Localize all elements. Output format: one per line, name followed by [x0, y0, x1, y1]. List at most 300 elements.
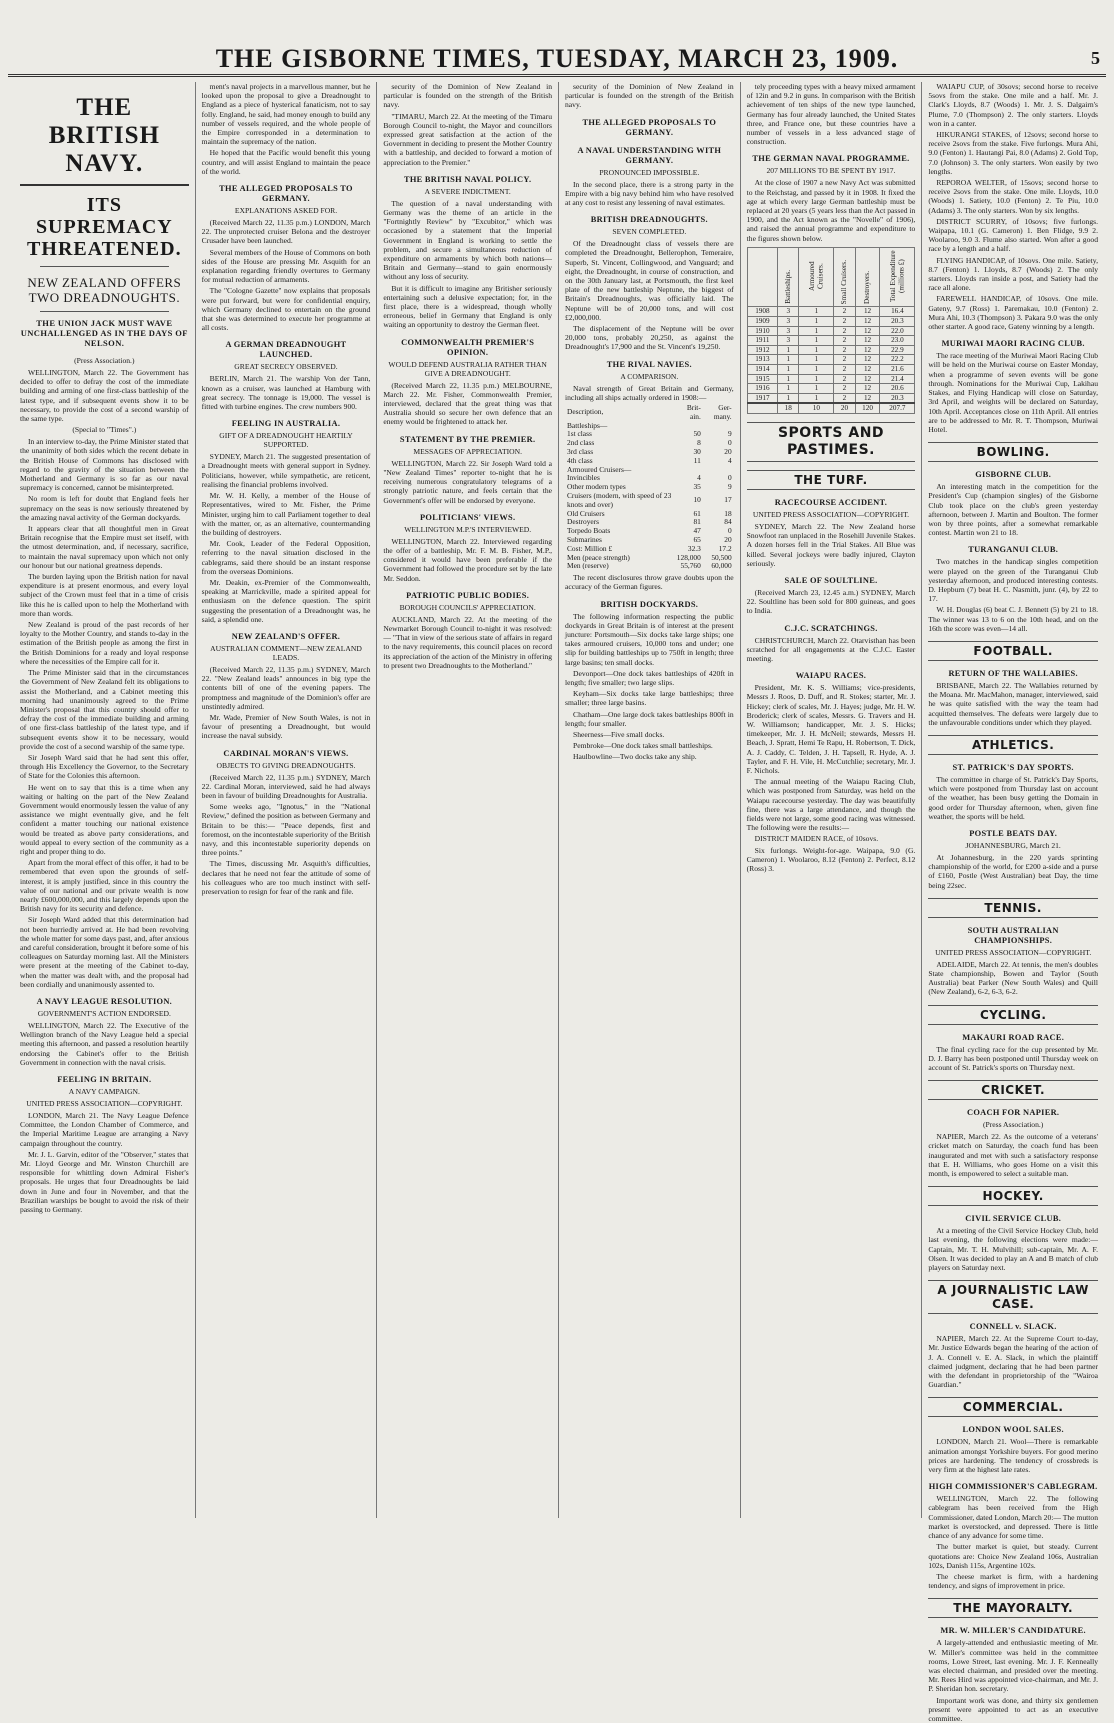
table-cell: 18: [778, 403, 799, 413]
table-cell: 4: [727, 455, 732, 465]
column-3: [377, 82, 559, 1518]
headline: RACECOURSE ACCIDENT.: [774, 497, 888, 507]
table-cell: 9: [727, 482, 732, 492]
table-header-label: Small Cruisers.: [840, 259, 849, 304]
table-row: [747, 384, 915, 394]
section-bowling: BOWLING.: [928, 442, 1098, 462]
subheadline: A SEVERE INDICTMENT.: [424, 186, 511, 196]
race-result: DISTRICT SCURRY, of 10sovs; five furlongs. Waipapa, 10.1 (G. Cameron) 1. Ben Flidge, 9.9 2. Woolaroo, 9.0 3. Flume also started. Won after a good race by a length and a half.: [928, 216, 1098, 254]
rival-navies-table: [565, 404, 734, 571]
paragraph: The committee in charge of St. Patrick's Day Sports, which were postponed from Thursday last on account of the weather, has been busy getting the Domain in good order for Thursday afternoon, when, given fine weather, the sports will be held.: [928, 774, 1098, 821]
table-cell: 22.0: [880, 326, 915, 336]
table-cell: 81: [693, 517, 701, 527]
table-cell: 1: [799, 345, 834, 355]
table-cell: Old Cruisers: [567, 508, 605, 518]
paragraph: Naval strength of Great Britain and Germany, including all ships actually ordered in 1908:—: [565, 383, 734, 402]
paragraph: (Received March 23, 12.45 a.m.) SYDNEY, March 22. Soultline has been sold for 800 guineas, and goes to India.: [746, 587, 916, 616]
headline: CONNELL v. SLACK.: [969, 1322, 1057, 1332]
table-cell: 1917: [747, 393, 777, 403]
table-cell: 0: [727, 438, 732, 448]
paragraph: Important work was done, and thirty six gentlemen present were appointed to act as an executive committee.: [928, 1695, 1098, 1723]
subheadline: GOVERNMENT'S ACTION ENDORSED.: [37, 1009, 171, 1018]
paragraph: The race meeting of the Muriwai Maori Racing Club will be held on the Muriwai course on Easter Monday, when a programme of seven events will be gone through. Nominations for the Muriwai Cup, Lakihau Stakes, and Flying Handicap will close on Saturday, 3rd April, and weights will be declared on Saturday, 10th April. Acceptances close on 11th April. All entries are to be addressed to Mr. R. T. Thompson, Muriwai Hotel.: [928, 351, 1098, 434]
table-row: [565, 492, 734, 510]
table-cell: 20.6: [880, 384, 915, 394]
headline: THE BRITISH NAVAL POLICY.: [403, 174, 532, 184]
paragraph: Mr. Cook, Leader of the Federal Opposition, referring to the naval situation disclosed in the cablegrams, said there should be an instant response from the overseas Dominions.: [201, 539, 371, 576]
race-result: FLYING HANDICAP, of 10sovs. One mile. Satiety, 8.7 (Fenton) 1. Lloyds, 8.7 (Woods) 2. The only starters. Lloyds ran inside a post, and Satiety had the race all alone.: [928, 255, 1098, 293]
credit: (Press Association.): [74, 356, 135, 365]
headline: SALE OF SOULTLINE.: [784, 575, 878, 585]
table-cell: 1: [799, 355, 834, 365]
table-cell: 1913: [747, 355, 777, 365]
subheadline: OBJECTS TO GIVING DREADNOUGHTS.: [216, 760, 356, 770]
paragraph: The cheese market is firm, with a hardening tendency, and signs of improvement in price.: [928, 1571, 1098, 1591]
table-cell: 18: [724, 508, 732, 518]
headline: MAKAURI ROAD RACE.: [962, 1032, 1065, 1042]
headline: MURIWAI MAORI RACING CLUB.: [941, 339, 1085, 349]
table-cell: 1: [799, 336, 834, 346]
paragraph: Apart from the moral effect of this offer, it had to be remembered that even upon the grounds of self-interest, it is amply justified, since in this country the value of our national and our private wealth is now nearly £600,000,000, and this largely depends upon the British navy for its security and defence.: [20, 858, 189, 914]
table-cell: 128,000: [676, 552, 701, 562]
headline-sub: ITS SUPREMACY THREATENED.: [27, 194, 182, 260]
race-result: WAIAPU CUP, of 30sovs; second horse to receive 5sovs from the stake. One mile and a half. Mr. J. Clark's Lloyds, 8.7 (Woods) 1. Mr. J. S. Dalgairn's Plume, 7.0 (Thompson) 2. The only starters. Lloyds won in a canter.: [928, 82, 1098, 128]
race-title: DISTRICT MAIDEN RACE, of 10sovs.: [754, 834, 879, 844]
race-result: REPOROA WELTER, of 15sovs; second horse to receive 2sovs from the stake. One mile. Lloyds, 10.0 (Woods) 1. Satiety, 10.0 (Fenton) 2. Te Piu, 10.0 (Adams) 3. The only starters. Won by six lengths.: [928, 178, 1098, 215]
table-cell: 1: [799, 317, 834, 327]
paragraph: The Prime Minister said that in the circumstances the Government of New Zealand felt its obligations to assist the Motherland, and a Cabinet meeting this morning had unanimously agreed to the Prime Minister's proposal that this country should offer to defray the cost of the immediate building and arming of one first-class battleship of the latest type, and if subsequent events show it to be necessary, would provide the cost of a second warship of the same type.: [20, 668, 189, 751]
subheadline: BOROUGH COUNCILS' APPRECIATION.: [399, 602, 536, 612]
headline: HIGH COMMISSIONER'S CABLEGRAM.: [928, 1482, 1098, 1492]
paragraph: The following information respecting the public dockyards in Great Britain is of interest at the present juncture: Portsmouth—Six docks take large ships; one takes armoured cruisers, 10,000 tons and under; one slip for building battleships up to 750ft in length; three large basins; ten small docks.: [565, 611, 734, 667]
subheadline: PRONOUNCED IMPOSSIBLE.: [599, 167, 700, 177]
table-cell: 1: [778, 384, 799, 394]
divider: [40, 266, 169, 267]
table-cell: 1: [799, 393, 834, 403]
paragraph: ADELAIDE, March 22. At tennis, the men's doubles State championship, Bowen and Taylor (South Australia) beat Parker (New South Wales) and Quill (New Zealand), 6-2, 6-3, 6-2.: [928, 959, 1098, 997]
headline: STATEMENT BY THE PREMIER.: [399, 434, 536, 444]
table-cell: 4: [697, 473, 701, 483]
table-row: [747, 326, 915, 336]
table-cell: 3: [778, 336, 799, 346]
paragraph: At the close of 1907 a new Navy Act was submitted to the Reichstag, and passed by it in 1908. It fixed the age at which every large German battleship must be replaced at 20 years (5 years less than the Act passed in 1900, and the Act known as the "Novelle" of 1906), and raised the annual programme and expenditure to the figures shown below.: [746, 178, 916, 243]
paragraph: Mr. Deakin, ex-Premier of the Commonwealth, speaking at Marrickville, made a spirited appeal for enthusiasm on the defence question. The spirit suggesting the presentation of a Dreadnought was, he said, a splendid one.: [201, 577, 371, 624]
table-cell: 1: [799, 365, 834, 375]
table-header: [855, 247, 880, 307]
section-tennis: TENNIS.: [928, 898, 1098, 918]
headline: PATRIOTIC PUBLIC BODIES.: [406, 590, 530, 600]
section-athletics: ATHLETICS.: [928, 735, 1098, 755]
table-cell: 20: [724, 447, 732, 457]
table-cell: 12: [855, 345, 880, 355]
subheadline: A NAVY CAMPAIGN.: [68, 1087, 140, 1097]
table-cell: 1: [799, 307, 834, 317]
table-cell: 23.0: [880, 336, 915, 346]
table-cell: 35: [693, 482, 701, 492]
table-cell: 21.4: [880, 374, 915, 384]
table-cell: Ger-many.: [713, 403, 732, 421]
table-cell: 3: [778, 307, 799, 317]
table-cell: 3rd class: [567, 447, 594, 457]
paragraph: The recent disclosures throw grave doubts upon the accuracy of the German figures.: [565, 573, 734, 592]
table-header: [747, 247, 777, 307]
table-cell: 1: [778, 374, 799, 384]
headline: CARDINAL MORAN'S VIEWS.: [223, 748, 349, 758]
table-cell: 17.2: [718, 543, 732, 553]
table-cell: 32.3: [687, 543, 701, 553]
table-row: [747, 317, 915, 327]
headline: BRITISH DREADNOUGHTS.: [590, 215, 708, 225]
paragraph: In an interview to-day, the Prime Minister stated that the unanimity of both sides which the recent debate in the British House of Commons has disclosed with regard to the gravity of the situation between the Motherland and Germany is so far as our naval supremacy is concerned, cannot be misinterpreted.: [20, 437, 189, 493]
table-cell: 10: [693, 495, 701, 505]
table-cell: 1916: [747, 384, 777, 394]
paragraph: He hoped that the Pacific would benefit this young country, and will assist England to maintain the peace of the world.: [201, 148, 371, 176]
credit: UNITED PRESS ASSOCIATION—COPYRIGHT.: [752, 509, 910, 519]
table-cell: 207.7: [880, 403, 915, 413]
table-row: [747, 365, 915, 375]
paragraph: It appears clear that all thoughtful men in Great Britain recognise that the Empire must set itself, with the utmost determination, and, if necessary, sacrifice, to maintain the naval supremacy upon which not only our honour but our national greatness depends.: [20, 524, 189, 570]
table-cell: 2: [834, 355, 855, 365]
table-cell: 2: [834, 374, 855, 384]
subheadline: GIFT OF A DREADNOUGHT HEARTILY SUPPORTED.: [219, 431, 353, 450]
paragraph: Pembroke—One dock takes small battleships.: [573, 741, 713, 751]
table-cell: 12: [855, 336, 880, 346]
table-cell: 12: [855, 374, 880, 384]
table-cell: 120: [855, 403, 880, 413]
table-cell: Torpedo Boats: [567, 526, 611, 536]
table-cell: 2: [834, 307, 855, 317]
table-cell: 20: [834, 403, 855, 413]
table-header-label: Total Expenditure (millions £): [888, 250, 906, 302]
table-cell: 1909: [747, 317, 777, 327]
credit: UNITED PRESS ASSOCIATION—COPYRIGHT.: [935, 947, 1092, 957]
table-cell: 21.6: [880, 365, 915, 375]
table-row: [747, 374, 915, 384]
headline: FEELING IN BRITAIN.: [57, 1075, 152, 1085]
subheadline: EXPLANATIONS ASKED FOR.: [234, 206, 338, 216]
table-cell: 12: [855, 307, 880, 317]
headline: THE ALLEGED PROPOSALS TO GERMANY.: [219, 184, 353, 204]
table-cell: 1: [778, 345, 799, 355]
paragraph: W. H. Douglas (6) beat C. J. Bennett (5) by 21 to 18. The winner was 13 to 6 on the 10th head, and on the 16th the score was even—14 all.: [928, 605, 1098, 633]
table-row: [747, 393, 915, 403]
table-cell: 8: [697, 438, 701, 448]
table-cell: 3: [778, 317, 799, 327]
race-result: Six furlongs. Weight-for-age. Waipapa, 9.0 (G. Cameron) 1. Woolaroo, 8.12 (Fenton) 2. Perfect, 8.12 (Ross) 3.: [746, 845, 916, 874]
headline: A NAVAL UNDERSTANDING WITH GERMANY.: [577, 145, 722, 165]
table-cell: 12: [855, 393, 880, 403]
table-cell: 1915: [747, 374, 777, 384]
paragraph: But it is difficult to imagine any Britisher seriously entertaining such a delusive expectation; for, in the first place, there is a widespread, though wholly erroneous, belief in Germany that England is only waiting an opportunity to destroy the German fleet.: [383, 283, 552, 330]
table-cell: 1914: [747, 365, 777, 375]
table-row: [565, 562, 734, 571]
column-6: [922, 82, 1104, 1723]
table-row: [747, 307, 915, 317]
paragraph: The "Cologne Gazette" now explains that proposals were put forward, but were for confidential enquiry, which Germany declined to entertain on the ground that she was determined to execute her programme at all costs.: [201, 286, 371, 333]
section-law-case: A JOURNALISTIC LAW CASE.: [928, 1280, 1098, 1314]
table-cell: 20: [724, 535, 732, 545]
subheadline: 207 MILLIONS TO BE SPENT BY 1917.: [766, 166, 896, 176]
paragraph: He went on to say that this is a time when any waiting or halting on the part of the New Zealand Government would enormously lessen the value of any assistance we might eventually give, and he felt confident a matter touching our national existence would be treated as above party considerations, and would appeal to every section of the community as a right and proper thing to do.: [20, 782, 189, 856]
paragraph: The final cycling race for the cup presented by Mr. D. J. Barry has been postponed until Thursday week on account of St. Patrick's sports on Thursday next.: [928, 1044, 1098, 1073]
credit: (Special to "Times".): [72, 425, 137, 435]
paragraph: Chatham—One large dock takes battleships 800ft in length; four smaller.: [565, 709, 734, 728]
headline: COMMONWEALTH PREMIER'S OPINION.: [401, 337, 535, 357]
section-hockey: HOCKEY.: [928, 1186, 1098, 1206]
table-cell: 84: [724, 517, 732, 527]
headline: GISBORNE CLUB.: [975, 470, 1052, 480]
table-cell: 12: [855, 317, 880, 327]
table-cell: 20.3: [880, 317, 915, 327]
headline: THE GERMAN NAVAL PROGRAMME.: [752, 154, 910, 164]
table-cell: Other modern types: [567, 482, 626, 492]
subheadline: GREAT SECRECY OBSERVED.: [234, 362, 338, 372]
table-cell: 2: [834, 317, 855, 327]
page-number: 5: [1091, 48, 1100, 68]
table-header-label: Battleships.: [783, 270, 792, 304]
paragraph: Some weeks ago, "Ignotus," in the "National Review," defined the position as between Germany and Britain to be this:— "Peace depends, first and foremost, on the incontestable superiority of the British navy, and this incontestable superiority depends on three points.": [201, 802, 371, 858]
table-cell: 16.4: [880, 307, 915, 317]
table-header: [799, 247, 834, 307]
paragraph: No room is left for doubt that England feels her supremacy on the seas is now seriously threatened by the amazing naval activity of the German dockyards.: [20, 494, 189, 522]
headline: BRITISH DOCKYARDS.: [600, 599, 699, 609]
german-naval-programme-table: [747, 247, 916, 414]
paragraph: The displacement of the Neptune will be over 20,000 tons, probably 20,250, as against the Dreadnought's 17,900 and the St. Vincent's 19,250.: [565, 324, 734, 352]
headline: A GERMAN DREADNOUGHT LAUNCHED.: [225, 340, 347, 360]
paragraph: The burden laying upon the British nation for naval expenditure is at present enormous, and every loyal subject of the Crown must feel that in a time of crisis like this he is called upon to help the Motherland with more than words.: [20, 572, 189, 618]
table-cell: 10: [799, 403, 834, 413]
paragraph: President, Mr. K. S. Williams; vice-presidents, Messrs J. Roos, D. Duff, and R. Stokes; starter, Mr. J. Hickey; clerk of scales, Mr. J. Hayes; judge, Mr. H. W. Broderick; clerk of scales, Messrs. G. Travers and H. W. Williamson; handicapper, Mr. J. S. Hicks; timekeeper, Mr. J. H. McNeil; stewards, Messrs H. Beach, J. Spratt, Hemi Te Rapu, H. Robertson, T. Dick, A. J. Caddy, C. Telden, J. H. Tapsell, R. Hyde, A. J. Tayler, and F. H. Vile, H. McCutchlie; secretary, Mr. J. F. Nichols.: [746, 683, 916, 776]
table-cell: Armoured Cruisers—: [567, 464, 632, 474]
subheadline: MESSAGES OF APPRECIATION.: [413, 446, 522, 456]
headline: C.J.C. SCRATCHINGS.: [784, 623, 878, 633]
subheadline: WELLINGTON M.P.'S INTERVIEWED.: [404, 524, 532, 534]
table-cell: 1912: [747, 345, 777, 355]
paragraph: (Received March 22, 11.35 p.m.) SYDNEY, March 22. "New Zealand leads" announces in big type the contents bill of one of the evening papers. The promptness and magnitude of the Dominion's offer are unstintedly admired.: [201, 664, 371, 711]
table-cell: 22.9: [880, 345, 915, 355]
table-cell: Men (peace strength): [567, 552, 630, 562]
column-4: [559, 82, 741, 1518]
table-cell: 2nd class: [567, 438, 595, 448]
table-cell: 12: [855, 355, 880, 365]
table-cell: 50: [693, 429, 701, 439]
table-cell: Cruisers (modern, with speed of 23 knots and over): [567, 491, 672, 509]
paragraph: Keyham—Six docks take large battleships; three smaller; three large basins.: [565, 689, 734, 708]
columns: [14, 82, 1104, 1723]
paragraph: SYDNEY, March 21. The suggested presentation of a Dreadnought meets with general support in Sydney. Politicians, however, while sympathetic, are reticent, realising the financial problems involved.: [201, 452, 371, 489]
table-header-label: Armoured Cruisers.: [807, 261, 825, 291]
paragraph: (Received March 22, 11.35 p.m.) MELBOURNE, March 22. Mr. Fisher, Commonwealth Premier, interviewed, declared that the great thing was that Australia should so secure her own defence that an enemy would be frightened to attack her.: [383, 380, 552, 427]
headline-sub2: NEW ZEALAND OFFERS TWO DREADNOUGHTS.: [27, 275, 182, 305]
headline: LONDON WOOL SALES.: [962, 1425, 1064, 1435]
subheadline: WOULD DEFEND AUSTRALIA RATHER THAN GIVE A DREADNOUGHT.: [388, 359, 547, 378]
headline: CIVIL SERVICE CLUB.: [965, 1214, 1062, 1224]
masthead: [8, 42, 1106, 77]
table-cell: 2: [834, 326, 855, 336]
paragraph: Sir Joseph Ward said that he had sent this offer, through His Excellency the Governor, to the Secretary of State for the Colonies this afternoon.: [20, 752, 189, 781]
table-cell: 2: [834, 365, 855, 375]
paragraph: (Received March 22, 11.35 p.m.) SYDNEY, March 22. Cardinal Moran, interviewed, said he had always been in favour of building Dreadnoughts for Australia.: [201, 772, 371, 800]
table-cell: 55,760: [680, 561, 701, 571]
table-cell: 1911: [747, 336, 777, 346]
table-cell: 0: [727, 473, 732, 483]
table-cell: 17: [724, 495, 732, 505]
headline: A NAVY LEAGUE RESOLUTION.: [36, 997, 173, 1006]
paragraph: WELLINGTON, March 22. The following cablegram has been received from the High Commissioner, dated London, March 20:— The mutton market is overstocked, and depressed. There is little chance of any advance for some time.: [928, 1494, 1098, 1541]
paragraph: The Times, discussing Mr. Asquith's difficulties, declares that he need not fear the attitude of some of his colleagues who are too much instinct with self-preservation to resign for fear of the rank and file.: [201, 859, 371, 896]
paragraph: At a meeting of the Civil Service Hockey Club, held last evening, the following elections were made:—Captain, Mr. T. H. Mulvihill; sub-captain, Mr. A. F. Olsen. It was decided to play an A and B match of club players on Saturday next.: [928, 1226, 1098, 1273]
paragraph: An interesting match in the competition for the President's Cup (champion singles) of the Gisborne Club took place on the club's green yesterday afternoon, between J. Martin and Boulton. The former won by three points, after a somewhat remarkable contest. Martin won 21 to 18.: [928, 482, 1098, 538]
paragraph: AUCKLAND, March 22. At the meeting of the Newmarket Borough Council to-night it was resolved:— "That in view of the serious state of affairs in regard to the navy requirements, this council places on record its appreciation of the action of the Ministry in offering to present two Dreadnoughts to the Motherland.": [383, 614, 552, 670]
table-cell: 2: [834, 393, 855, 403]
headline: RETURN OF THE WALLABIES.: [948, 668, 1078, 678]
table-cell: 9: [727, 429, 732, 439]
headline-sub3: THE UNION JACK MUST WAVE UNCHALLENGED AS IN THE DAYS OF NELSON.: [20, 318, 188, 348]
table-cell: 2: [834, 384, 855, 394]
table-cell: 2: [834, 345, 855, 355]
table-cell: Description,: [567, 407, 604, 417]
subheadline: AUSTRALIAN COMMENT—NEW ZEALAND LEADS.: [210, 643, 362, 662]
column-1: [14, 82, 196, 1518]
paragraph: Sheerness—Five small docks.: [573, 730, 665, 740]
masthead-title: THE GISBORNE TIMES, TUESDAY, MARCH 23, 1909.: [215, 44, 899, 73]
paragraph: In the second place, there is a strong party in the Empire with a big navy behind him who have resolved at any cost to resist any lessening of naval estimates.: [565, 179, 734, 208]
column-5: [741, 82, 923, 1518]
table-cell: Cost: Million £: [567, 543, 613, 553]
table-header-label: Destroyers.: [863, 270, 872, 304]
table-cell: 47: [693, 526, 701, 536]
table-cell: 22.2: [880, 355, 915, 365]
paragraph: Sir Joseph Ward added that this determination had not been hurriedly arrived at. He had been revolving the whole matter for some days past, and, after anxious and careful consideration, brought it before some of his colleagues on Saturday morning last. All the Ministers were present at the meeting of the Cabinet to-day, when the matter was dealt with, and the proposal had been cordially and unanimously assented to.: [20, 915, 189, 989]
table-cell: 1: [799, 326, 834, 336]
table-row: [747, 345, 915, 355]
paragraph: New Zealand is proud of the past records of her loyalty to the Mother Country, and stands to-day in the estimation of the British people as among the first in the British Dominions for a ready and loyal response where the necessities of the Empire call for it.: [20, 620, 189, 666]
paragraph: At Johannesburg, in the 220 yards sprinting championship of the world, for £200 a-side and a purse of £160, Postle (West Australian) beat Day, the time being 22sec.: [928, 852, 1098, 890]
paragraph: NAPIER, March 22. At the Supreme Court to-day, Mr. Justice Edwards began the hearing of the action of J. A. Connell v. E. A. Slack, in which the plaintiff claimed judgment, declaring that he had been partner with the defendant in proprietorship of the "Wairoa Guardian.": [928, 1334, 1098, 1390]
table-row: [747, 336, 915, 346]
paragraph: SYDNEY, March 22. The New Zealand horse Snowfoot ran unplaced in the Rosehill Juvenile Stakes. A dozen horses fell in the Trial Stakes. All Blue was killed. Several jockeys were badly injured, Clayton seriously.: [746, 521, 916, 568]
table-cell: Brit-ain.: [686, 403, 701, 421]
paragraph: LONDON, March 21. Wool—There is remarkable animation amongst Yorkshire buyers. For good merino prices are hardening. The tendency of crossbreds is very firm at the highest late rates.: [928, 1437, 1098, 1475]
section-mayoralty: THE MAYORALTY.: [928, 1598, 1098, 1618]
table-header: [834, 247, 855, 307]
section-commercial: COMMERCIAL.: [928, 1397, 1098, 1417]
section-football: FOOTBALL.: [928, 641, 1098, 661]
table-cell: Submarines: [567, 535, 602, 545]
table-cell: 12: [855, 384, 880, 394]
table-cell: 1st class: [567, 429, 592, 439]
paragraph: CHRISTCHURCH, March 22. Otarvisthan has been scratched for all engagements at the C.J.C. Easter meeting.: [746, 635, 916, 663]
paragraph: Mr. Wade, Premier of New South Wales, is not in favour of presenting a Dreadnought, but would increase the naval subsidy.: [201, 712, 371, 741]
subheadline: SEVEN COMPLETED.: [612, 227, 687, 237]
column-2: [196, 82, 378, 1518]
paragraph: WELLINGTON, March 22. The Government has decided to offer to defray the cost of the immediate building and arming of one first-class battleship of the latest type, and if subsequent events show it to be necessary, to provide the cost of a second warship of the same type.: [20, 368, 189, 424]
paragraph: Of the Dreadnought class of vessels there are completed the Dreadnought, Bellerophon, Temeraire, Superb, St. Vincent, Collingwood, and Vanguard; and eight, the Dreadnought, in course of construction, and on the 30th January last, at Portsmouth, the first keel plate of the new battleship Neptune, the biggest of Britain's Dreadnoughts, was officially laid. The Neptune will be of 20,000 tons, and will cost £2,000,000.: [565, 239, 734, 322]
table-cell: 30: [693, 447, 701, 457]
paragraph: security of the Dominion of New Zealand in particular is founded on the strength of the British navy.: [383, 82, 552, 110]
table-cell: 60,000: [711, 561, 732, 571]
table-cell: 1: [778, 365, 799, 375]
paragraph: BERLIN, March 21. The warship Von der Tann, known as a cruiser, was launched at Hamburg with great secrecy. The tonnage is 19,000. The vessel is fitted with turbine engines. The crew numbers 900.: [201, 374, 371, 412]
table-cell: 1: [778, 355, 799, 365]
paragraph: A largely-attended and enthusiastic meeting of Mr. W. Miller's committee was held in the committee rooms, Lowe Street, last evening. Mr. J. F. Kenneally was elected chairman, and presided over the meeting. Mr. Rees Hird was appointed vice-chairman, and Mr. J. P. Sheridan hon. secretary.: [928, 1638, 1098, 1694]
headline: POSTLE BEATS DAY.: [969, 828, 1058, 838]
table-cell: 1910: [747, 326, 777, 336]
paragraph: Several members of the House of Commons on both sides of the House are pressing Mr. Asquith for an explanation regarding friendly overtures to Germany for mutual reduction of armaments.: [201, 247, 371, 285]
paragraph: Devonport—One dock takes battleships of 420ft in length; five smaller; two large slips.: [565, 668, 734, 688]
headline: POLITICIANS' VIEWS.: [419, 512, 516, 522]
table-cell: 61: [693, 508, 701, 518]
table-cell: Battleships—: [567, 420, 608, 430]
table-cell: 11: [693, 455, 701, 465]
paragraph: LONDON, March 21. The Navy League Defence Committee, the London Chamber of Commerce, and the Imperial Maritime League are arranging a Navy campaign throughout the country.: [20, 1111, 189, 1148]
paragraph: (Received March 22, 11.35 p.m.) LONDON, March 22. The unprotected cruiser Belona and the destroyer Crusader have been launched.: [201, 218, 371, 246]
table-cell: [747, 403, 777, 413]
table-cell: 1: [778, 393, 799, 403]
table-total-row: [747, 403, 915, 413]
table-cell: 2: [834, 336, 855, 346]
headline: THE ALLEGED PROPOSALS TO GERMANY.: [582, 117, 717, 137]
headline: MR. W. MILLER'S CANDIDATURE.: [940, 1626, 1086, 1636]
paragraph: tely proceeding types with a heavy mixed armament of 12in and 9.2 in guns. In comparison with the British achievement of ten ships of the new type launched, Germany has four already launched, the United States three, and France one, but these countries have a number of vessels in a less advanced stage of construction.: [746, 82, 916, 147]
table-cell: Invincibles: [567, 473, 600, 483]
table-cell: 12: [855, 365, 880, 375]
paragraph: Haulbowline—Two docks take any ship.: [573, 752, 697, 762]
subheadline: A COMPARISON.: [620, 371, 679, 381]
dateline: JOHANNESBURG, March 21.: [965, 840, 1061, 850]
table-cell: 4th class: [567, 455, 593, 465]
paragraph: The butter market is quiet, but steady. Current quotations are: Choice New Zealand 106s, Australian 102s, Danish 115s, Argentine 102s.: [928, 1542, 1098, 1570]
section-cricket: CRICKET.: [928, 1080, 1098, 1100]
paragraph: BRISBANE, March 22. The Wallabies returned by the Moana. Mr. MacMahon, manager, interviewed, said he was quite satisfied with the way the team had acquitted themselves. The defeats were largely due to the unfavourable conditions under which they played.: [928, 680, 1098, 727]
table-cell: 0: [727, 526, 732, 536]
table-header: [880, 247, 915, 307]
paragraph: NAPIER, March 22. As the outcome of a veterans' cricket match on Saturday, the coach fund has been inaugurated and met with such a satisfactory response that E. H. Williams, who goes Home on a visit this month, is empowered to select a suitable man.: [928, 1132, 1098, 1179]
table-header-row: [747, 247, 915, 307]
table-cell: 1: [799, 384, 834, 394]
headline-main: THE BRITISH NAVY.: [20, 94, 189, 186]
headline: SOUTH AUSTRALIAN CHAMPIONSHIPS.: [967, 925, 1059, 945]
paragraph: WELLINGTON, March 22. Sir Joseph Ward told a "New Zealand Times" reporter to-night that he is receiving numerous congratulatory telegrams of a strongly patriotic nature, and feels certain that the Government's offer will be endorsed by everyone.: [383, 458, 552, 505]
paragraph: ment's naval projects in a marvellous manner, but he looked upon the proposal to give a Dreadnought to England as a piece of hysterical fanaticism, not to say folly. England, he said, had money enough to build any number of vessels required, and the whole people of the Empire corresponded in a determination to maintain the supremacy of the nation.: [201, 82, 371, 147]
paragraph: Two matches in the handicap singles competition were played on the green of the Turanganui Club yesterday afternoon, and produced interesting contests. D. Hepburn (7) beat H. C. Nasmith, junr. (4), by 22 to 17.: [928, 557, 1098, 604]
paragraph: WELLINGTON, March 22. Interviewed regarding the offer of a battleship, Mr. F. M. B. Fisher, M.P., considered it would have been preferable if the Government had followed the procedure set by the late Mr. Seddon.: [383, 536, 552, 583]
paragraph: Mr. J. L. Garvin, editor of the "Observer," states that Mr. Lloyd George and Mr. Winston Churchill are responsible for whittling down Admiral Fisher's proposals. He urges that four Dreadnoughts be laid down in June and four in November, and that the Brazilian warships be bought to avoid the risk of their passing to Germany.: [20, 1149, 189, 1215]
table-cell: 3: [778, 326, 799, 336]
table-cell: 1: [799, 374, 834, 384]
table-cell: 65: [693, 535, 701, 545]
headline: COACH FOR NAPIER.: [966, 1108, 1060, 1118]
table-header: [778, 247, 799, 307]
race-result: HIKURANGI STAKES, of 12sovs; second horse to receive 2sovs from the stake. Five furlongs. Mura Ahi, 9.0 (Fenton) 1. Hautangi Pai, 8.0 (Adams) 2. Gold Top, 7.0 (Johnson) 3. The only starters. Won easily by two lengths.: [928, 130, 1098, 176]
paragraph: security of the Dominion of New Zealand in particular is founded on the strength of the British navy.: [565, 82, 734, 110]
table-cell: Destroyers: [567, 517, 600, 527]
credit: (Press Association.): [983, 1120, 1044, 1130]
table-row: [565, 404, 734, 422]
table-cell: 1908: [747, 307, 777, 317]
section-sports: SPORTS AND PASTIMES.: [747, 422, 916, 462]
divider: [40, 311, 169, 312]
headline: WAIAPU RACES.: [795, 671, 867, 681]
headline: FEELING IN AUSTRALIA.: [231, 419, 341, 429]
table-cell: Men (reserve): [567, 561, 609, 571]
table-cell: 50,500: [711, 552, 732, 562]
section-cycling: CYCLING.: [928, 1005, 1098, 1025]
paragraph: Mr. W. H. Kelly, a member of the House of Representatives, wired to Mr. Fisher, the Prime Minister, urging him to call Parliament together to deal with the matter, or, as an alternative, countermanding the building of destroyers.: [201, 491, 371, 537]
table-cell: 12: [855, 326, 880, 336]
race-result: FAREWELL HANDICAP, of 10sovs. One mile. Gateny, 9.7 (Ross) 1. Paremakau, 10.0 (Fenton) 2. Mura Ahi, 10.3 (Thompson) 3. Pakara 9.0 was the only other starter. A good race, Gateny winning by a length.: [928, 294, 1098, 332]
table-cell: 20.3: [880, 393, 915, 403]
